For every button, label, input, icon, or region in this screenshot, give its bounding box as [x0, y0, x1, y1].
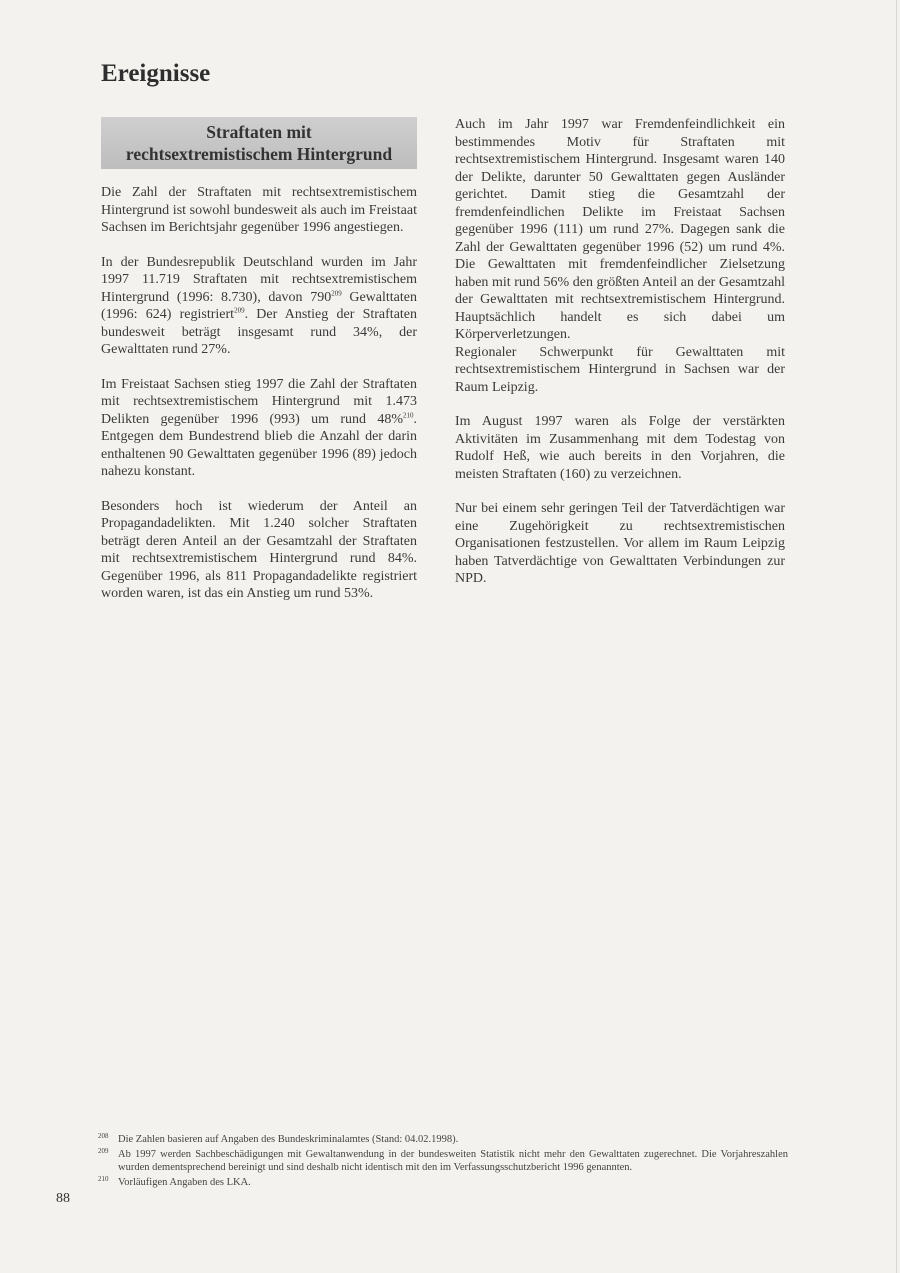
page-title: Ereignisse: [101, 60, 211, 87]
footnote-text: Die Zahlen basieren auf Angaben des Bundeskriminalamtes (Stand: 04.02.1998).: [118, 1134, 459, 1145]
page-number: 88: [56, 1191, 70, 1206]
footnote-ref: 210: [403, 410, 414, 419]
section-heading-line2: rechtsextremistischem Hintergrund: [125, 144, 393, 164]
footnote-ref: 209: [234, 306, 245, 315]
paragraph-text: In der Bundesrepublik Deutschland wurden im Jahr 1997 11.719 Straftaten mit rechtsextremistischem Hintergrund (1996: 8.730), davon 790: [101, 254, 417, 305]
paragraph-text: . Entgegen dem Bundestrend blieb die Anzahl der darin enthaltenen 90 Gewalttaten gegenüber 1996 (89) jedoch nahezu konstant.: [101, 411, 417, 479]
paragraph: Besonders hoch ist wiederum der Anteil an Propagandadelikten. Mit 1.240 solcher Straftaten beträgt deren Anteil an der Gesamtzahl der Straftaten mit rechtsextremistischem Hintergrund rund 84%. Gegenüber 1996, als 811 Propagandadelikte registriert worden waren, ist das ein Anstieg um rund 53%.: [101, 498, 417, 601]
paragraph: Im August 1997 waren als Folge der verstärkten Aktivitäten im Zusammenhang mit dem Todestag von Rudolf Heß, wie auch bereits in den Vorjahren, die meisten Straftaten (160) zu verzeichnen.: [455, 414, 785, 482]
paragraph-text: . Der Anstieg der Straftaten bundesweit beträgt insgesamt rund 34%, der Gewalttaten rund 27%.: [101, 307, 418, 357]
paragraph-text: Im Freistaat Sachsen stieg 1997 die Zahl der Straftaten mit rechtsextremistischem Hintergrund mit 1.473 Delikten gegenüber 1996 (993) um rund 48%: [101, 376, 417, 427]
paragraph: Auch im Jahr 1997 war Fremdenfeindlichkeit ein bestimmendes Motiv für Straftaten mit rechtsextremistischem Hintergrund. Insgesamt waren 140 der Delikte, darunter 50 Gewalttaten gegen Ausländer gerichtet. Damit stieg die Gesamtzahl der fremdenfeindlichen Delikte im Freistaat Sachsen gegenüber 1996 (111) um rund 27%. Dagegen sank die Zahl der Gewalttaten gegenüber 1996 (52) um rund 4%. Die Gewalttaten mit fremdenfeindlicher Zielsetzung haben mit rund 56% den größten Anteil an der Gesamtzahl der Gewalttaten mit rechtsextremistischem Hintergrund. Hauptsächlich handelt es sich dabei um Körperverletzungen.: [455, 117, 785, 342]
footnote-ref: 209: [331, 288, 342, 297]
footnote: [98, 1148, 788, 1175]
paragraph-text: Gewalttaten (1996: 624) registriert: [101, 289, 417, 322]
page-edge-divider: [896, 0, 897, 1273]
right-column: [455, 116, 785, 605]
left-column: [101, 184, 417, 620]
section-heading-line1: Straftaten mit: [206, 122, 312, 142]
paragraph: Regionaler Schwerpunkt für Gewalttaten mit rechtsextremistischem Hintergrund in Sachsen war der Raum Leipzig.: [455, 344, 785, 395]
footnote: [98, 1176, 788, 1190]
footnote-text: Ab 1997 werden Sachbeschädigungen mit Gewaltanwendung in der bundesweiten Statistik nicht mehr den Gewalttaten zugerechnet. Die Vorjahreszahlen wurden dementsprechend bereinigt und sind deshalb nicht identisch mit den im Verfassungsschutzbericht 1996 genannten.: [118, 1148, 788, 1173]
footnote-number: 210: [98, 1174, 109, 1183]
footnote-text: Vorläufigen Angaben des LKA.: [118, 1176, 251, 1188]
footnote: [98, 1133, 788, 1147]
footnotes: [98, 1133, 788, 1190]
paragraph: Die Zahl der Straftaten mit rechtsextremistischem Hintergrund ist sowohl bundesweit als auch im Freistaat Sachsen im Berichtsjahr gegenüber 1996 angestiegen.: [101, 185, 417, 235]
paragraph: [101, 376, 417, 481]
section-heading: [101, 117, 417, 169]
paragraph: [101, 254, 417, 359]
paragraph: Nur bei einem sehr geringen Teil der Tatverdächtigen war eine Zugehörigkeit zu rechtsextremistischen Organisationen festzustellen. Vor allem im Raum Leipzig haben Tatverdächtige von Gewalttaten Verbindungen zur NPD.: [455, 501, 785, 586]
footnote-number: 208: [98, 1132, 109, 1140]
footnote-number: 209: [98, 1146, 109, 1155]
